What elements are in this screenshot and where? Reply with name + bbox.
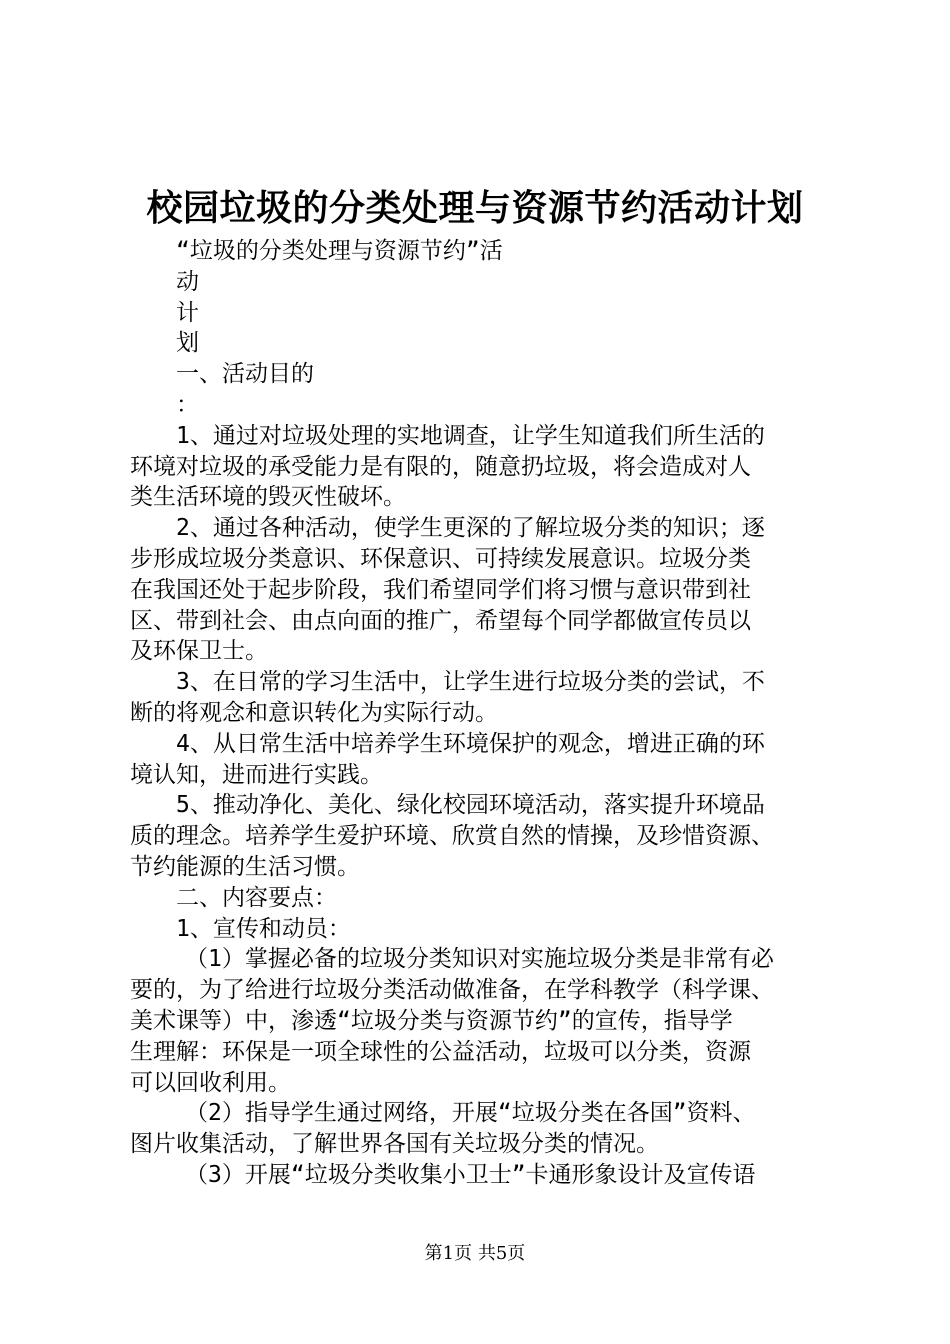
text-line: （2）指导学生通过网络，开展“垃圾分类在各国”资料、 [185,1100,756,1127]
text-line: 步形成垃圾分类意识、环保意识、可持续发展意识。垃圾分类 [130,545,751,572]
page-title: 校园垃圾的分类处理与资源节约活动计划 [146,187,804,229]
text-line: 境认知，进而进行实践。 [130,761,383,788]
text-line: 图片收集活动，了解世界各国有关垃圾分类的情况。 [130,1131,659,1158]
text-line: “垃圾的分类处理与资源节约”活 [176,238,503,264]
text-line: 环境对垃圾的承受能力是有限的，随意扔垃圾，将会造成对人 [130,453,751,480]
text-line: 断的将观念和意识转化为实际行动。 [130,699,498,726]
text-line: 可以回收利用。 [130,1069,291,1096]
text-line: 要的，为了给进行垃圾分类活动做准备，在学科教学（科学课、 [130,977,774,1004]
text-line: 在我国还处于起步阶段，我们希望同学们将习惯与意识带到社 [130,576,751,603]
text-line: 类生活环境的毁灭性破坏。 [130,484,406,511]
text-line: 区、带到社会、由点向面的推广，希望每个同学都做宣传员以 [130,607,751,634]
text-line: 动 [176,268,199,295]
text-line: 3、在日常的学习生活中，让学生进行垃圾分类的尝试，不 [176,669,765,696]
text-line: （1）掌握必备的垃圾分类知识对实施垃圾分类是非常有必 [185,946,774,973]
text-line: ： [176,391,199,418]
text-line: 1、通过对垃圾处理的实地调查，让学生知道我们所生活的 [176,422,765,449]
text-line: 划 [176,330,199,357]
text-line: （3）开展“垃圾分类收集小卫士”卡通形象设计及宣传语 [185,1161,756,1188]
text-line: 4、从日常生活中培养学生环境保护的观念，增进正确的环 [176,730,765,757]
text-line: 计 [176,299,199,326]
page-number-footer: 第1页 共5页 [424,1243,526,1264]
document-body [130,236,830,1191]
text-line: 及环保卫士。 [130,638,268,665]
text-line: 生理解：环保是一项全球性的公益活动，垃圾可以分类，资源 [130,1038,751,1065]
text-line: 2、通过各种活动，使学生更深的了解垃圾分类的知识；逐 [176,515,765,542]
text-line: 节约能源的生活习惯。 [130,853,360,880]
text-line: 1、宣传和动员： [176,915,351,942]
text-line: 一、活动目的 [176,361,314,388]
text-line: 美术课等）中，渗透“垃圾分类与资源节约”的宣传，指导学 [130,1007,733,1034]
text-line: 质的理念。培养学生爱护环境、欣赏自然的情操，及珍惜资源、 [130,823,774,850]
text-line: 二、内容要点： [176,884,337,911]
text-line: 5、推动净化、美化、绿化校园环境活动，落实提升环境品 [176,792,765,819]
